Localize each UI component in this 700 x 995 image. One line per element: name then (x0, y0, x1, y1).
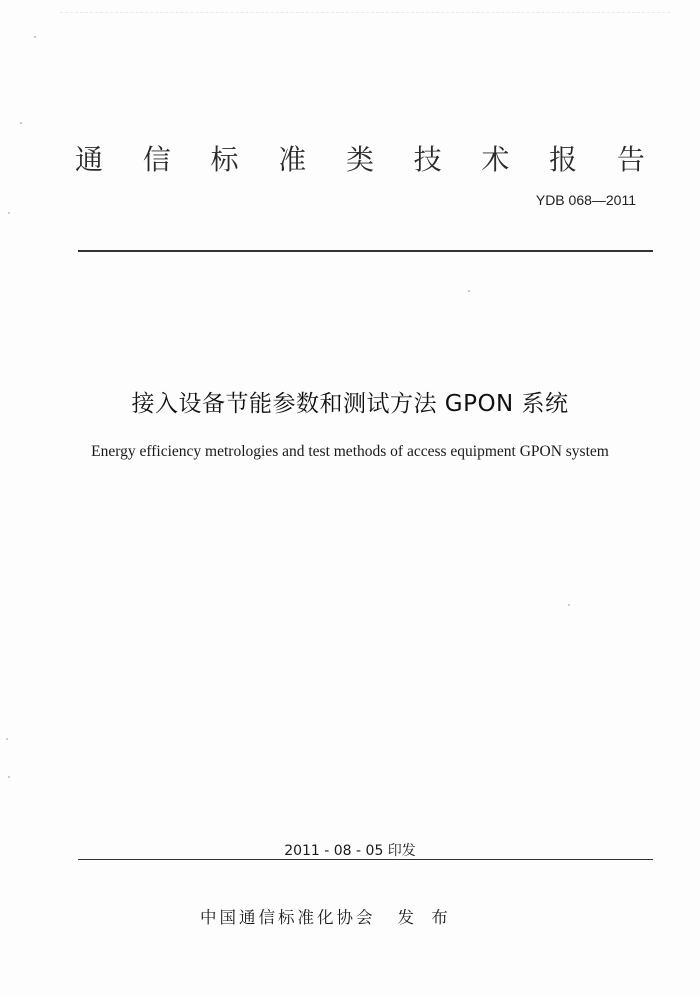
publisher-line (200, 904, 454, 928)
document-type-heading (75, 138, 645, 178)
title-english: Energy efficiency metrologies and test methods of access equipment GPON system (91, 443, 609, 460)
doc-type-char: 准 (278, 143, 307, 176)
doc-type-char: 类 (345, 143, 374, 176)
scan-speck (8, 776, 10, 778)
footer-divider (78, 859, 653, 860)
header-divider (78, 250, 653, 252)
print-date: 2011 - 08 - 05 印发 (284, 843, 416, 859)
scan-speck (34, 36, 36, 38)
publisher-name: 中国通信标准化协会 (200, 908, 376, 927)
scan-edge-line (60, 12, 670, 14)
scan-speck (20, 122, 22, 124)
scan-speck (468, 290, 470, 292)
publish-label: 发 布 (397, 908, 454, 927)
doc-type-char: 技 (413, 143, 442, 176)
doc-type-char: 通 (75, 143, 104, 176)
doc-type-char: 告 (616, 143, 645, 176)
doc-type-char: 信 (142, 143, 171, 176)
doc-type-char: 报 (549, 143, 578, 176)
scan-speck (6, 738, 8, 740)
doc-type-char: 标 (210, 143, 239, 176)
scan-speck (8, 212, 10, 214)
scan-speck (568, 604, 570, 606)
doc-type-char: 术 (481, 143, 510, 176)
title-chinese: 接入设备节能参数和测试方法 GPON 系统 (131, 391, 569, 417)
document-number: YDB 068—2011 (535, 192, 636, 208)
